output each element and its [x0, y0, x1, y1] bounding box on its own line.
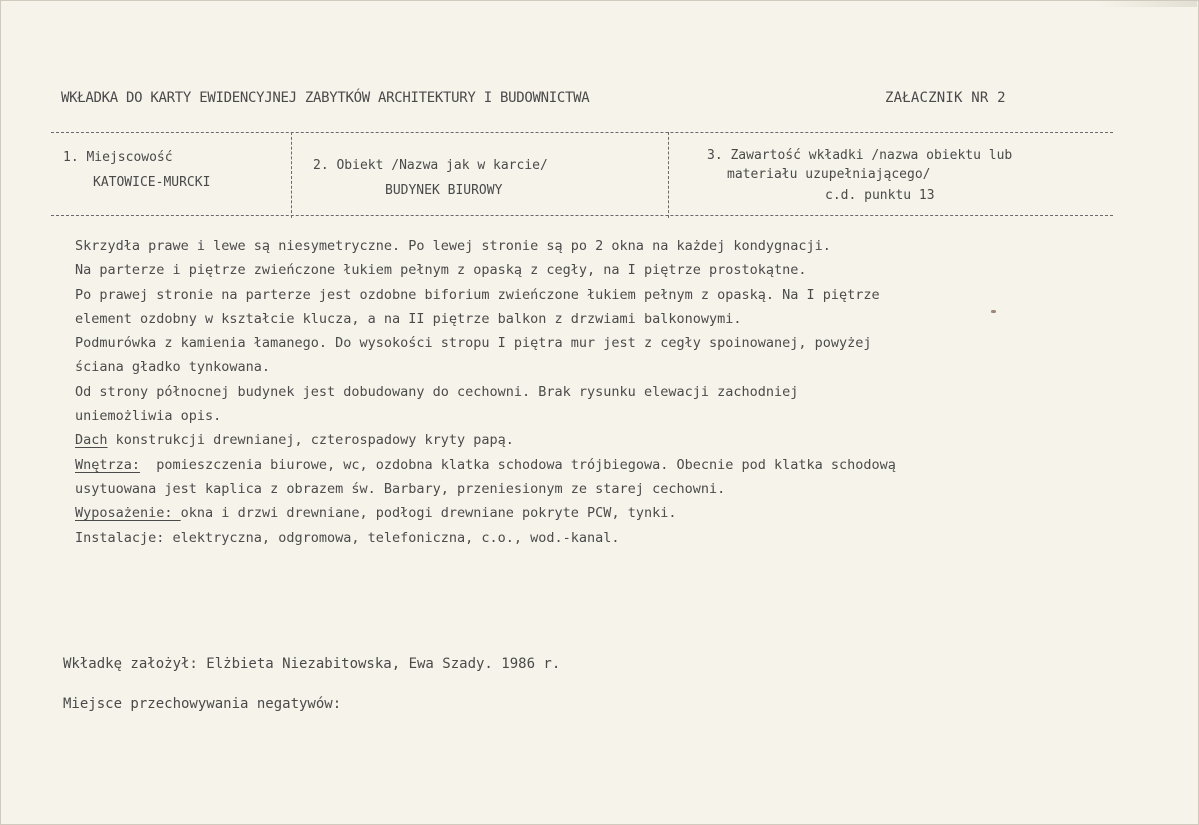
interior-line [75, 453, 1145, 477]
description-line: usytuowana jest kaplica z obrazem św. Barbary, przeniesionym ze starej cechowni. [75, 480, 726, 497]
content-label: 3. Zawartość wkładki /nazwa obiektu lub [707, 148, 1013, 163]
description-line: Na parterze i piętrze zwieńczone łukiem pełnym z opaską z cegły, na I piętrze prostokątne. [75, 262, 807, 279]
paper-stain [1097, 1, 1197, 7]
roof-line [75, 428, 1145, 452]
locality-value: KATOWICE-MURCKI [93, 175, 211, 190]
content-value: c.d. punktu 13 [825, 188, 935, 203]
installations-line: Instalacje: elektryczna, odgromowa, telefoniczna, c.o., wod.-kanal. [75, 529, 620, 546]
description-line: element ozdobny w kształcie klucza, a na II piętrze balkon z drzwiami balkonowymi. [75, 310, 742, 327]
description-line: ściana gładko tynkowana. [75, 359, 271, 376]
description-line: Skrzydła prawe i lewe są niesymetryczne. Po lewej stronie są po 2 okna na każdej kondygnacji. [75, 238, 831, 254]
content-label-continued: materiału uzupełniającego/ [727, 167, 931, 182]
description-line: Podmurówka z kamienia łamanego. Do wysokości stropu I piętra mur jest z cegły spoinowanej, powyżej [75, 335, 872, 352]
equipment-heading: Wyposażenie: [75, 505, 181, 522]
table-top-rule [51, 132, 1113, 133]
object-value: BUDYNEK BIUROWY [385, 183, 503, 198]
roof-description: konstrukcji drewnianej, czterospadowy kryty papą. [107, 432, 514, 449]
ink-speck [991, 310, 996, 313]
column-divider-1 [291, 132, 292, 218]
description-line: Po prawej stronie na parterze jest ozdobne biforium zwieńczone łukiem pełnym z opaską. Na I piętrze [75, 286, 880, 303]
interior-heading: Wnętrza: [75, 456, 141, 473]
equipment-description: okna i drzwi drewniane, podłogi drewniane pokryte PCW, tynki. [180, 505, 677, 522]
roof-heading: Dach [75, 432, 108, 449]
annex-number: ZAŁACZNIK NR 2 [885, 90, 1006, 106]
column-divider-2 [668, 132, 669, 218]
description-line: Od strony północnej budynek jest dobudowany do cechowni. Brak rysunku elewacji zachodniej [75, 383, 799, 400]
table-bottom-rule [51, 215, 1113, 216]
insert-author: Wkładkę założył: Elżbieta Niezabitowska, Ewa Szady. 1986 r. [63, 656, 561, 672]
interior-description: pomieszczenia biurowe, wc, ozdobna klatka schodowa trójbiegowa. Obecnie pod klatka schodową [140, 456, 896, 473]
negatives-storage: Miejsce przechowywania negatywów: [63, 696, 342, 712]
equipment-line [75, 501, 1145, 525]
object-label: 2. Obiekt /Nazwa jak w karcie/ [313, 158, 548, 173]
locality-label: 1. Miejscowość [63, 150, 173, 165]
description-text [75, 234, 1145, 550]
description-line: uniemożliwia opis. [75, 408, 222, 425]
card-title: WKŁADKA DO KARTY EWIDENCYJNEJ ZABYTKÓW ARCHITEKTURY I BUDOWNICTWA [61, 90, 590, 106]
